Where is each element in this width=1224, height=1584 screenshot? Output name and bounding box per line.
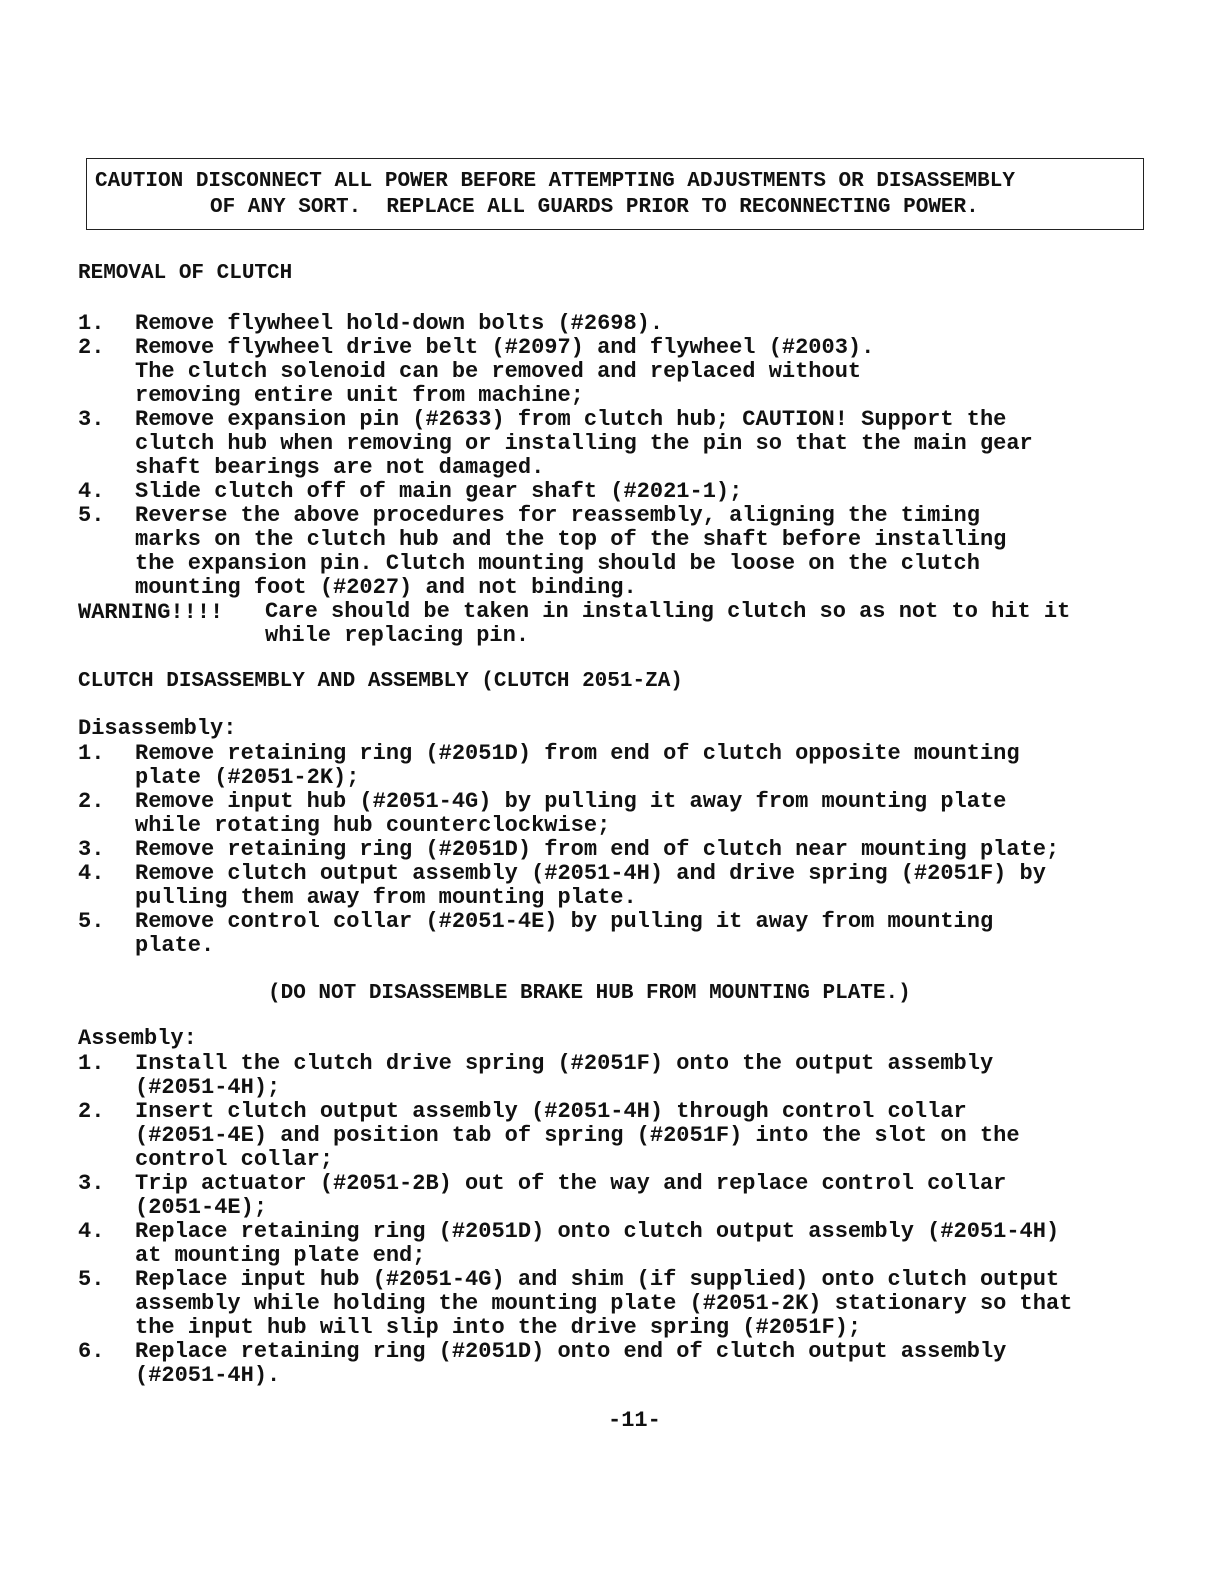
item-text: Remove control collar (#2051-4E) by pulling it away from mounting plate. xyxy=(135,909,994,958)
item-text: Replace retaining ring (#2051D) onto end of clutch output assembly (#2051-4H). xyxy=(135,1339,1007,1388)
item-text: Remove retaining ring (#2051D) from end of clutch near mounting plate; xyxy=(135,837,1060,862)
item-text: Remove input hub (#2051-4G) by pulling it away from mounting plate while rotating hub counterclockwise; xyxy=(135,789,1007,838)
item-number: 3. xyxy=(78,837,105,862)
item-number: 6. xyxy=(78,1339,105,1364)
item-number: 1. xyxy=(78,1051,105,1076)
caution-line-1: CAUTION DISCONNECT ALL POWER BEFORE ATTEMPTING ADJUSTMENTS OR DISASSEMBLY xyxy=(95,170,1015,193)
item-number: 3. xyxy=(78,1171,105,1196)
warning-text: Care should be taken in installing clutch so as not to hit it while replacing pin. xyxy=(265,599,1071,648)
item-number: 5. xyxy=(78,503,105,528)
disassembly-label: Disassembly: xyxy=(78,716,237,741)
item-number: 5. xyxy=(78,909,105,934)
item-text: Slide clutch off of main gear shaft (#2021-1); xyxy=(135,479,743,504)
caution-box xyxy=(86,158,1144,230)
assembly-label: Assembly: xyxy=(78,1026,197,1051)
removal-heading: REMOVAL OF CLUTCH xyxy=(78,262,293,285)
item-number: 2. xyxy=(78,1099,105,1124)
item-number: 4. xyxy=(78,479,105,504)
item-number: 1. xyxy=(78,311,105,336)
item-text: Replace input hub (#2051-4G) and shim (if supplied) onto clutch output assembly while holding the mounting plate (#2051-2K) stationary so that the input hub will slip into the drive spring (#2051F); xyxy=(135,1267,1073,1340)
page-number: -11- xyxy=(608,1408,661,1433)
item-number: 4. xyxy=(78,1219,105,1244)
item-number: 4. xyxy=(78,861,105,886)
item-number: 3. xyxy=(78,407,105,432)
item-text: Remove retaining ring (#2051D) from end of clutch opposite mounting plate (#2051-2K); xyxy=(135,741,1020,790)
item-text: Replace retaining ring (#2051D) onto clutch output assembly (#2051-4H) at mounting plate end; xyxy=(135,1219,1060,1268)
brake-hub-note: (DO NOT DISASSEMBLE BRAKE HUB FROM MOUNTING PLATE.) xyxy=(268,982,911,1005)
item-text: Remove clutch output assembly (#2051-4H) and drive spring (#2051F) by pulling them away from mounting plate. xyxy=(135,861,1046,910)
caution-line-2: OF ANY SORT. REPLACE ALL GUARDS PRIOR TO RECONNECTING POWER. xyxy=(210,196,979,219)
item-text: Remove flywheel hold-down bolts (#2698). xyxy=(135,311,664,336)
item-number: 2. xyxy=(78,335,105,360)
item-text: Remove expansion pin (#2633) from clutch hub; CAUTION! Support the clutch hub when removing or installing the pin so that the main gear shaft bearings are not damaged. xyxy=(135,407,1033,480)
item-number: 1. xyxy=(78,741,105,766)
item-text: Reverse the above procedures for reassembly, aligning the timing marks on the clutch hub and the top of the shaft before installing the expansion pin. Clutch mounting should be loose on the clutch mounting foot (#2027) and not binding. xyxy=(135,503,1007,600)
item-number: 2. xyxy=(78,789,105,814)
item-text: Insert clutch output assembly (#2051-4H) through control collar (#2051-4E) and position tab of spring (#2051F) into the slot on the control collar; xyxy=(135,1099,1020,1172)
clutch-heading: CLUTCH DISASSEMBLY AND ASSEMBLY (CLUTCH 2051-ZA) xyxy=(78,670,683,693)
warning-label: WARNING!!!! xyxy=(78,600,224,625)
item-text: Trip actuator (#2051-2B) out of the way and replace control collar (2051-4E); xyxy=(135,1171,1007,1220)
item-text: Install the clutch drive spring (#2051F) onto the output assembly (#2051-4H); xyxy=(135,1051,994,1100)
item-number: 5. xyxy=(78,1267,105,1292)
item-text: Remove flywheel drive belt (#2097) and flywheel (#2003). The clutch solenoid can be removed and replaced without removing entire unit from machine; xyxy=(135,335,875,408)
